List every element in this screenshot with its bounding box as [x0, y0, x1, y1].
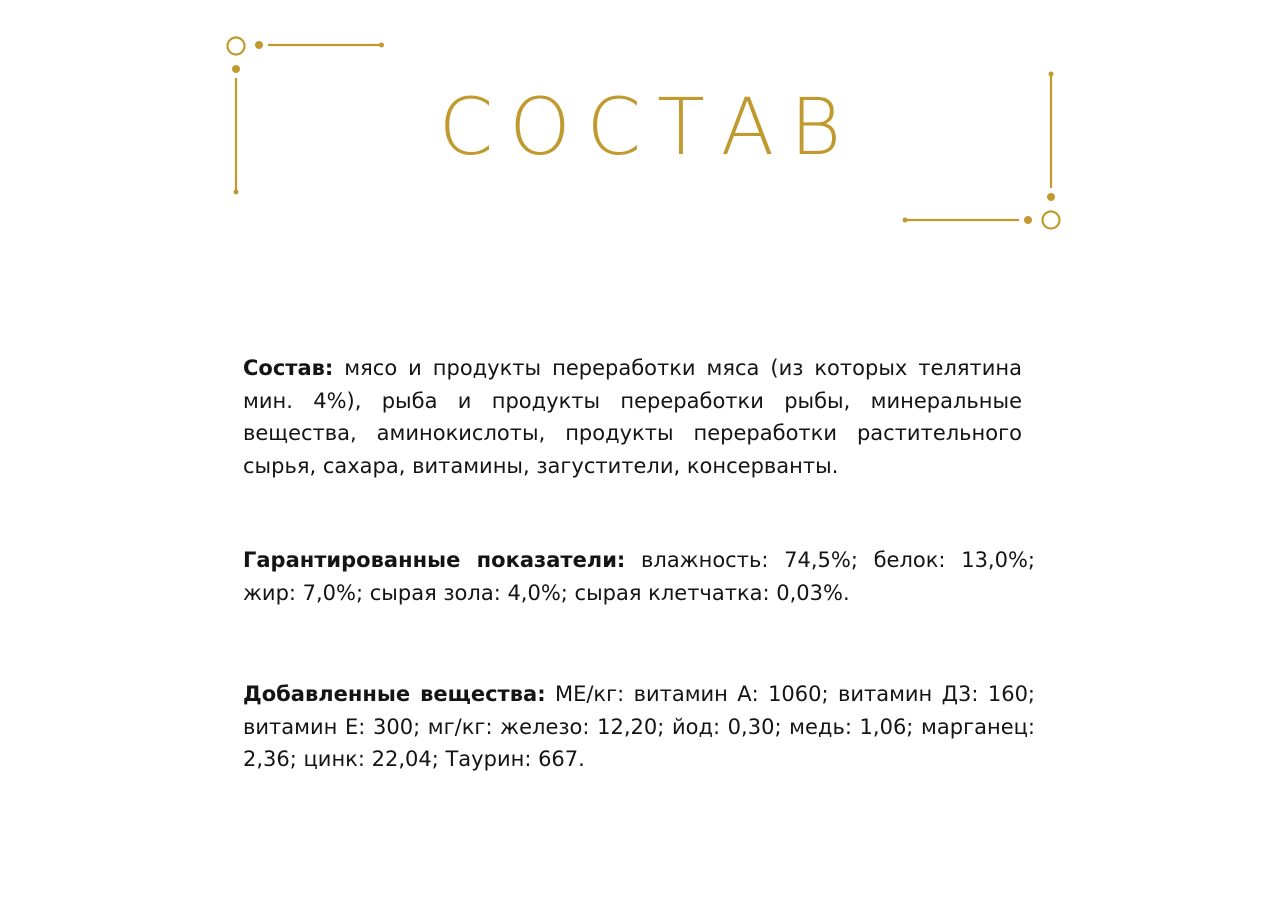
line-end-dot [379, 43, 384, 48]
additives-label: Добавленные вещества: [243, 682, 546, 706]
composition-paragraph [243, 352, 1022, 482]
guaranteed-analysis-text: влажность: 74,5%; белок: 13,0%; жир: 7,0%; сырая зола: 4,0%; сырая клетчатка: 0,03%. [243, 548, 1035, 605]
composition-label: Состав: [243, 356, 334, 380]
corner-ring-ornament [1043, 212, 1060, 229]
corner-dot-ornament [1047, 193, 1055, 201]
corner-dot-ornament [232, 65, 240, 73]
guaranteed-analysis-paragraph [243, 544, 1035, 609]
guaranteed-analysis-label: Гарантированные показатели: [243, 548, 626, 572]
corner-dot-ornament [255, 41, 263, 49]
corner-dot-ornament [1024, 216, 1032, 224]
line-end-dot [234, 190, 239, 195]
line-end-dot [903, 218, 908, 223]
composition-text: мясо и продукты переработки мяса (из которых телятина мин. 4%), рыба и продукты переработки рыбы, минеральные вещества, аминокислоты, продукты переработки растительного сырья, сахара, витамины, загустители, консерванты. [243, 356, 1022, 478]
additives-paragraph [243, 678, 1035, 776]
page-title: СОСТАВ [438, 83, 858, 173]
additives-text: МЕ/кг: витамин А: 1060; витамин Д3: 160; витамин Е: 300; мг/кг: железо: 12,20; йод: 0,30; медь: 1,06; марганец: 2,36; цинк: 22,04; Таурин: 667. [243, 682, 1035, 771]
corner-ring-ornament [228, 38, 245, 55]
